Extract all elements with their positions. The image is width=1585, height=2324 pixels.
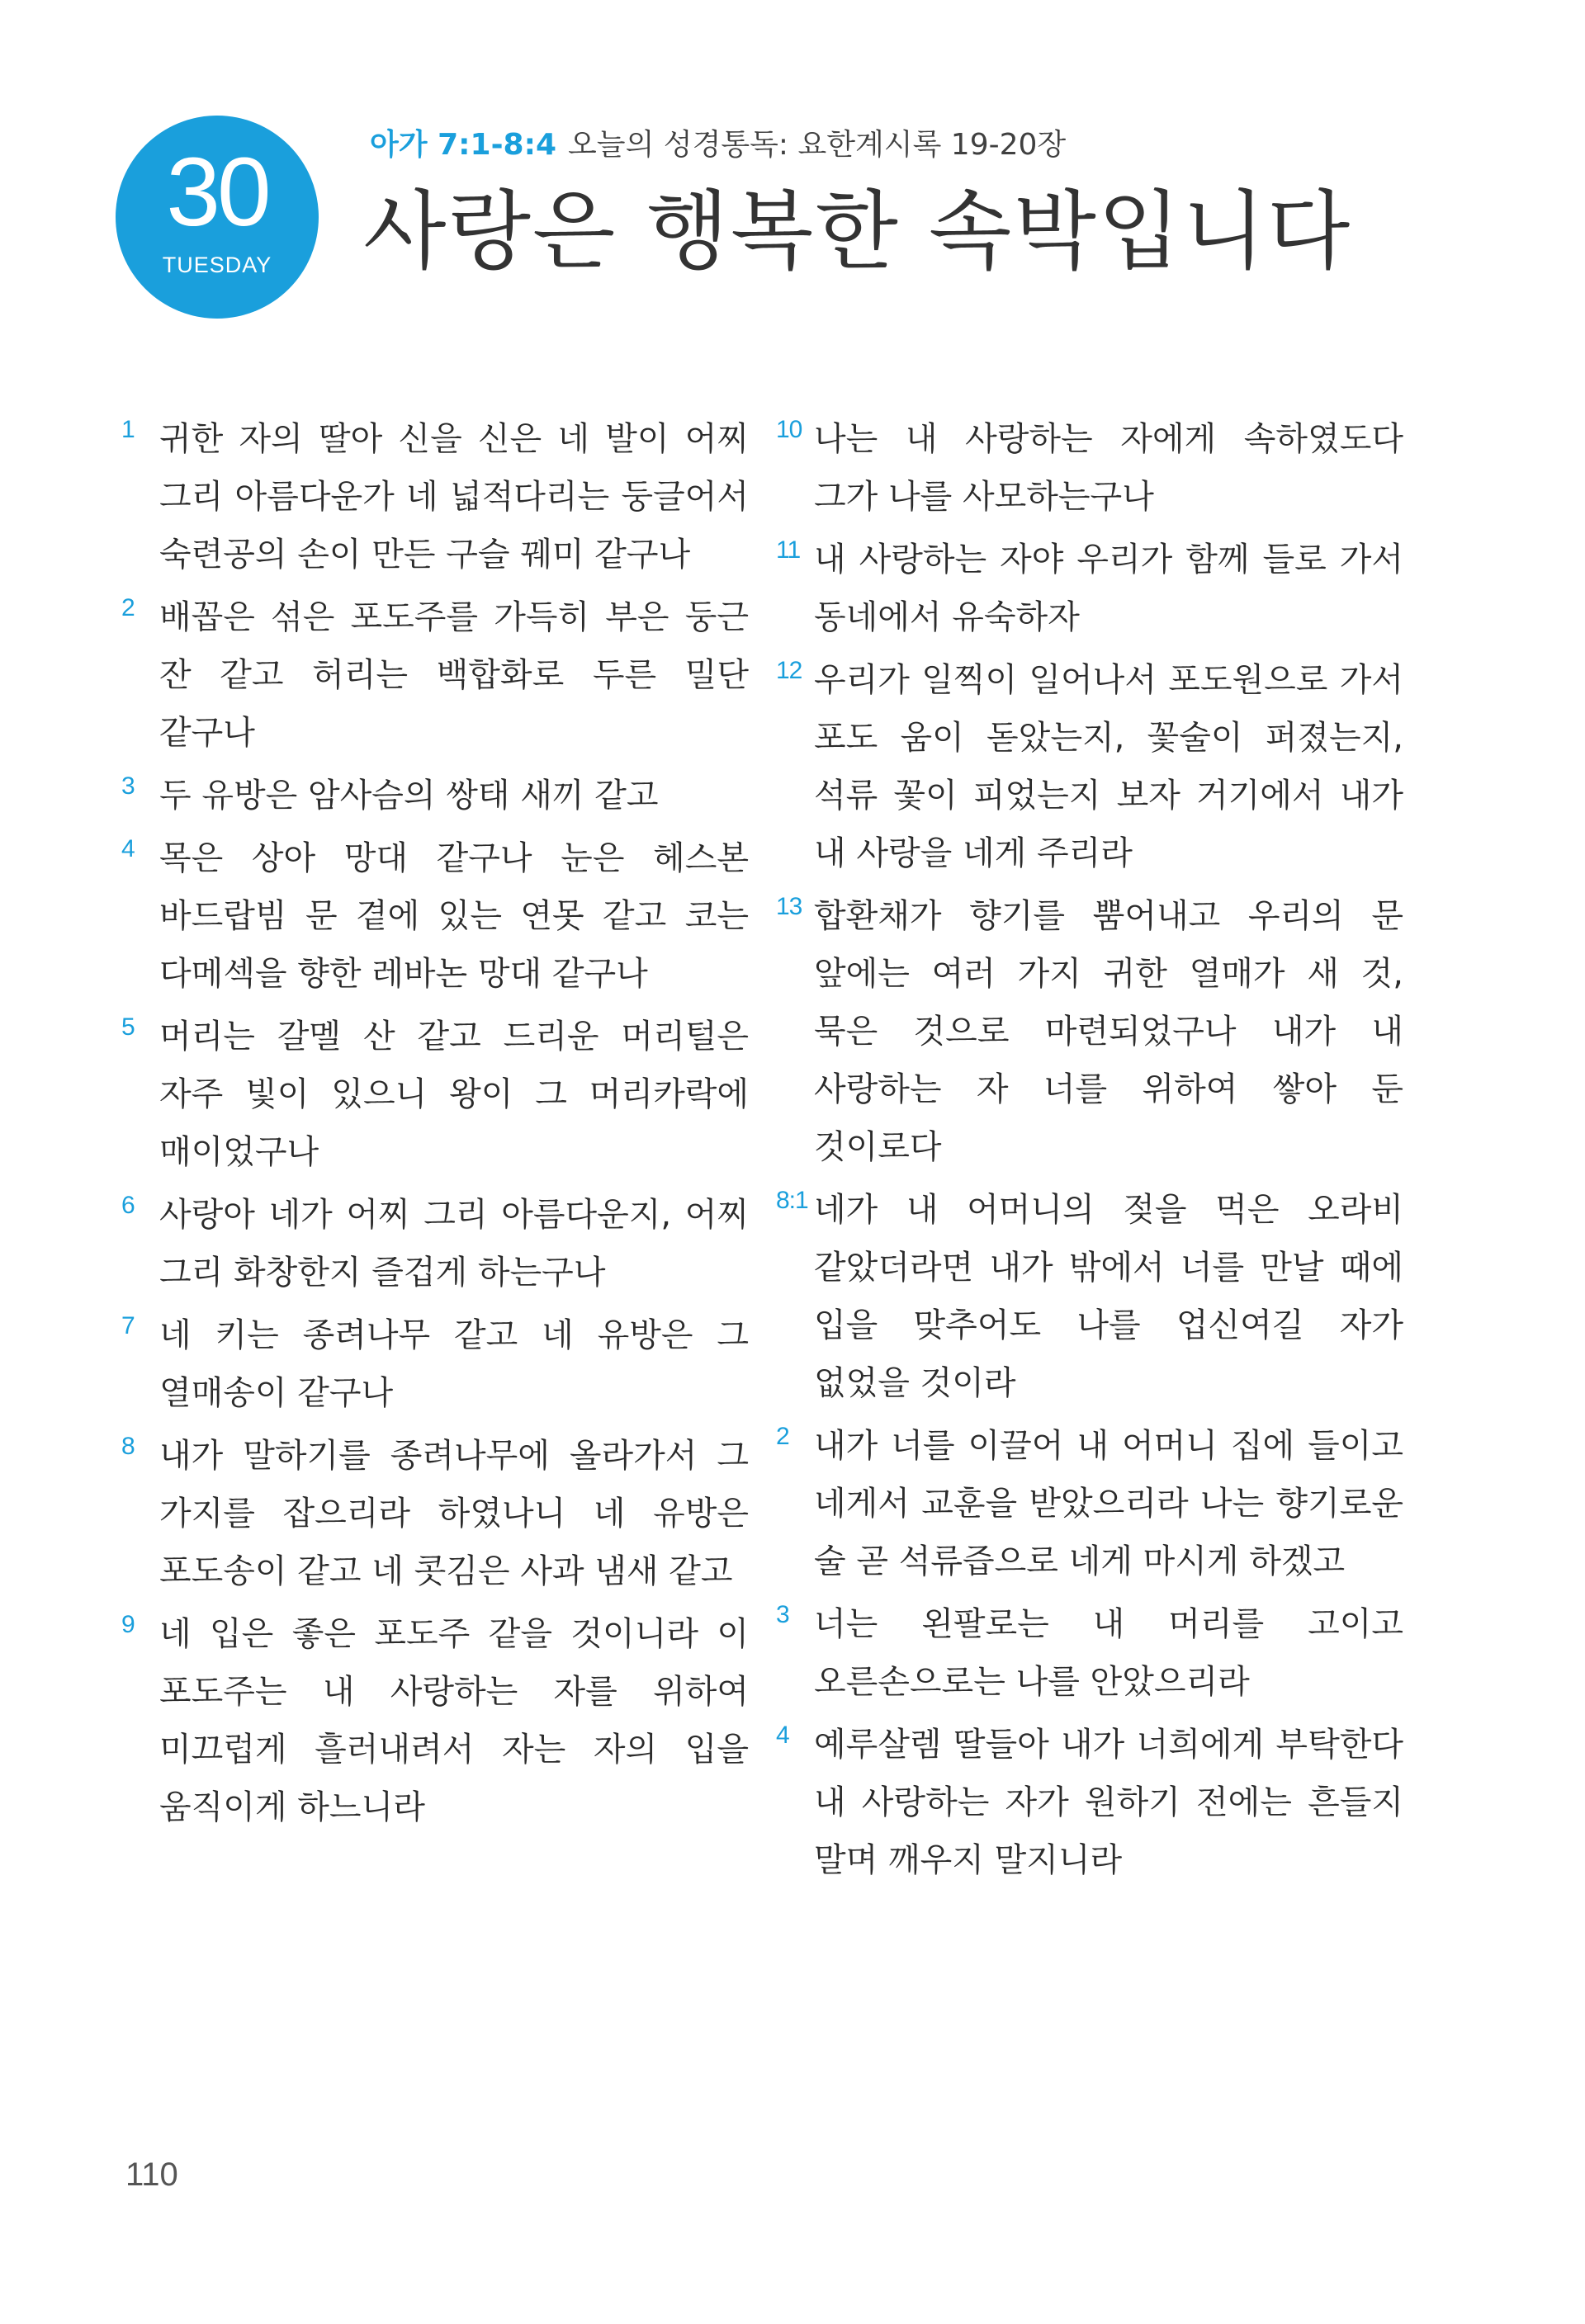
verse [776, 651, 1403, 882]
verse [121, 410, 749, 583]
verse-text: 두 유방은 암사슴의 쌍태 새끼 같고 [159, 777, 659, 815]
verse-number: 2 [121, 594, 135, 621]
verse-number: 4 [121, 835, 135, 862]
verse-text: 너는 왼팔로는 내 머리를 고이고 오른손으로는 나를 안았으리라 [814, 1605, 1403, 1701]
verse-text: 예루살렘 딸들아 내가 너희에게 부탁한다 내 사랑하는 자가 원하기 전에는 흔들지 말며 깨우지 말지니라 [814, 1726, 1403, 1879]
verse [121, 1427, 749, 1600]
verse-text: 내 사랑하는 자야 우리가 함께 들로 가서 동네에서 유숙하자 [814, 541, 1403, 636]
day-badge [116, 116, 319, 319]
verse-number: 10 [776, 416, 802, 443]
verse [121, 1306, 749, 1422]
verse-number: 11 [776, 536, 801, 564]
verse [776, 1417, 1403, 1590]
verse [776, 1595, 1403, 1711]
verse [776, 531, 1403, 646]
left-verse-column [121, 410, 749, 1841]
verse-number: 3 [121, 772, 135, 800]
verse-text: 내가 너를 이끌어 내 어머니 집에 들이고 네게서 교훈을 받았으리라 나는 향기로운 술 곧 석류즙으로 네게 마시게 하겠고 [814, 1427, 1403, 1580]
verse-text: 사랑아 네가 어찌 그리 아름다운지, 어찌 그리 화창한지 즐겁게 하는구나 [159, 1196, 749, 1292]
verse [776, 1181, 1403, 1412]
verse-number: 13 [776, 893, 802, 920]
verse-number: 3 [776, 1601, 789, 1628]
verse-number: 4 [776, 1722, 789, 1749]
verse-number: 2 [776, 1423, 789, 1450]
verse-text: 내가 말하기를 종려나무에 올라가서 그 가지를 잡으리라 하였나니 네 유방은 포도송이 같고 네 콧김은 사과 냄새 같고 [159, 1437, 749, 1590]
verse [121, 1186, 749, 1301]
verse-text: 배꼽은 섞은 포도주를 가득히 부은 둥근 잔 같고 허리는 백합화로 두른 밀단 같구나 [159, 598, 749, 752]
page-title: 사랑은 행복한 속박입니다 [363, 181, 1352, 281]
verse-number: 9 [121, 1611, 135, 1638]
verse [121, 1605, 749, 1836]
verse-text: 합환채가 향기를 뿜어내고 우리의 문 앞에는 여러 가지 귀한 열매가 새 것, 묵은 것으로 마련되었구나 내가 내 사랑하는 자 너를 위하여 쌓아 둔 것이로다 [814, 897, 1403, 1166]
verse [121, 767, 749, 824]
verse [121, 829, 749, 1003]
verse-number: 7 [121, 1312, 135, 1339]
verse-text: 네 입은 좋은 포도주 같을 것이니라 이 포도주는 내 사랑하는 자를 위하여 미끄럽게 흘러내려서 자는 자의 입을 움직이게 하느니라 [159, 1615, 749, 1826]
verse [776, 410, 1403, 526]
page-number: 110 [125, 2156, 178, 2193]
verse [121, 588, 749, 762]
verse-number: 12 [776, 657, 802, 684]
verse-text: 우리가 일찍이 일어나서 포도원으로 가서 포도 움이 돋았는지, 꽃술이 퍼졌는지, 석류 꽃이 피었는지 보자 거기에서 내가 내 사랑을 네게 주리라 [814, 661, 1403, 872]
scripture-passage: 아가 7:1-8:4 [370, 128, 557, 162]
verse-number: 6 [121, 1192, 135, 1219]
verse [776, 1716, 1403, 1889]
verse [121, 1008, 749, 1181]
day-weekday: TUESDAY [162, 253, 272, 277]
verse-text: 네가 내 어머니의 젖을 먹은 오라비 같았더라면 내가 밖에서 너를 만날 때에 입을 맞추어도 나를 업신여길 자가 없었을 것이라 [814, 1191, 1403, 1402]
verse-text: 나는 내 사랑하는 자에게 속하였도다 그가 나를 사모하는구나 [814, 420, 1403, 516]
header-subtitle [370, 125, 1066, 165]
verse-text: 네 키는 종려나무 같고 네 유방은 그 열매송이 같구나 [159, 1316, 749, 1412]
reading-plan: 오늘의 성경통독: 요한계시록 19-20장 [568, 128, 1067, 162]
day-number: 30 [166, 138, 268, 247]
verse-number: 5 [121, 1013, 135, 1041]
verse-number: 1 [121, 416, 135, 443]
verse-text: 머리는 갈멜 산 같고 드리운 머리털은 자주 빛이 있으니 왕이 그 머리카락에 매이었구나 [159, 1018, 749, 1171]
verse-number: 8:1 [776, 1187, 808, 1214]
right-verse-column [776, 410, 1403, 1894]
verse-number: 8 [121, 1433, 135, 1460]
verse-text: 목은 상아 망대 같구나 눈은 헤스본 바드랍빔 문 곁에 있는 연못 같고 코는 다메섹을 향한 레바논 망대 같구나 [159, 839, 749, 993]
verse [776, 887, 1403, 1176]
verse-text: 귀한 자의 딸아 신을 신은 네 발이 어찌 그리 아름다운가 네 넓적다리는 둥글어서 숙련공의 손이 만든 구슬 꿰미 같구나 [159, 420, 749, 574]
